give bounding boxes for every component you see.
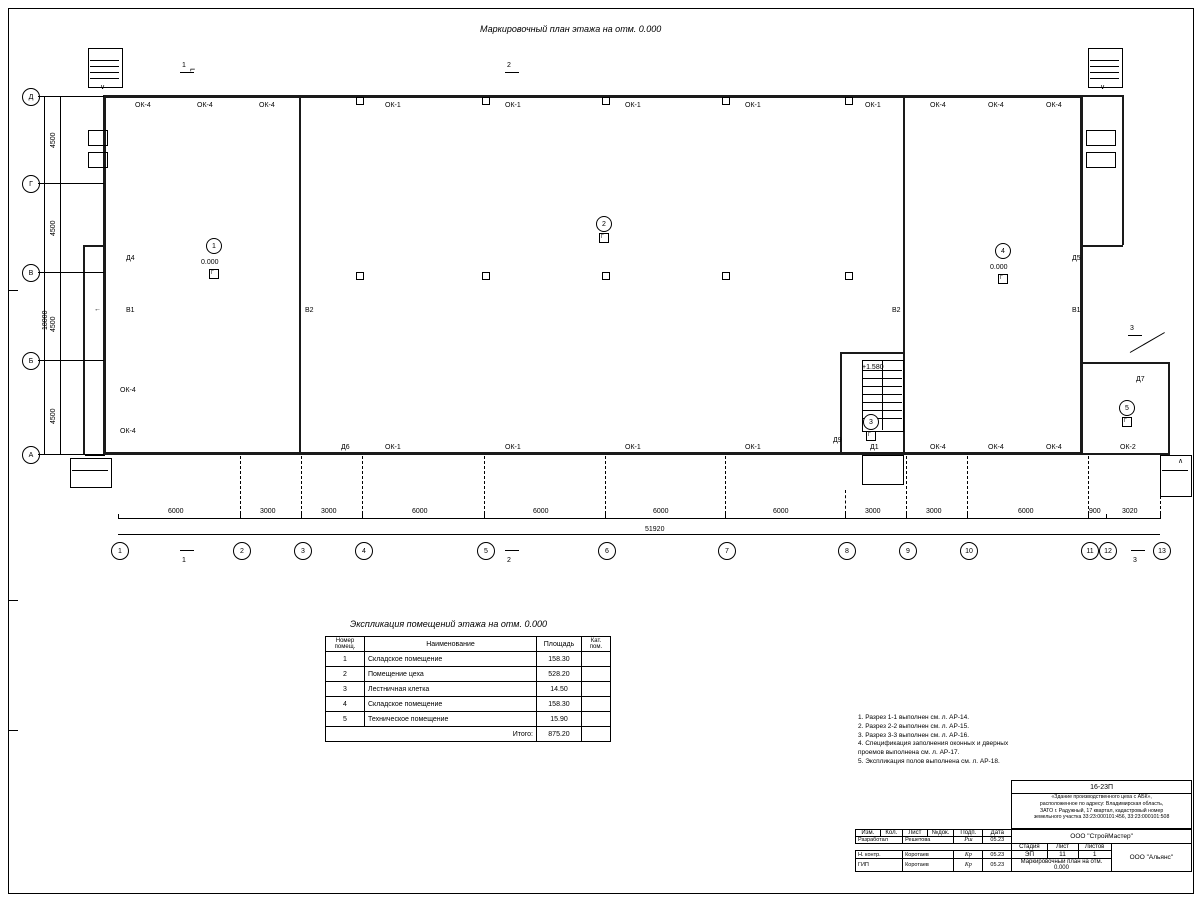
table-row <box>326 652 611 667</box>
partition-axis-3 <box>299 95 301 455</box>
cell-cat <box>582 667 611 682</box>
door-label-d5: Д5 <box>1072 255 1081 262</box>
axis-label-v: В <box>22 264 40 282</box>
window-label-top-9: ОК-4 <box>930 102 946 109</box>
room-cat-5: Г <box>1124 418 1127 424</box>
note-4: 4. Спецификация заполнения оконных и дверных <box>858 740 1009 748</box>
vdim-tick-5 <box>56 454 64 455</box>
cell-no: 3 <box>326 682 365 697</box>
stamp-role-2: ГИП <box>856 859 903 872</box>
cell-area: 14.50 <box>537 682 582 697</box>
gate-label-b1-left: В1 <box>126 307 135 314</box>
notes-block <box>858 714 1008 767</box>
hdim-tick <box>1106 514 1107 519</box>
partition-tech-left <box>1083 362 1169 364</box>
window-label-bottom-3: ОК-1 <box>625 444 641 451</box>
stamp-code: 16-23П <box>1012 781 1192 794</box>
wall-right-annex-side <box>1122 95 1124 245</box>
axis-dash-3 <box>301 456 302 514</box>
wall-right-annex-bot <box>1083 245 1123 247</box>
vdim-tick-4 <box>56 360 64 361</box>
stair-top-right <box>1088 48 1123 88</box>
section-line-3-bottom <box>1131 550 1145 551</box>
stamp-sheet-header: Лист <box>1047 844 1078 851</box>
axis-label-10: 10 <box>960 542 978 560</box>
hdim-tick <box>301 514 302 519</box>
hdim-tick <box>906 514 907 519</box>
cell-name: Помещение цеха <box>365 667 537 682</box>
room-level-1: 0.000 <box>201 259 219 266</box>
axis-dash-5 <box>484 456 485 514</box>
axis-label-b: Б <box>22 352 40 370</box>
window-label-top-2: ОК-4 <box>197 102 213 109</box>
stamp-object-l1: «Здание производственного цеха с АБК», <box>1051 794 1152 800</box>
section-arrow-1-top: ⌐ <box>190 64 196 74</box>
stamp-col-data: Дата <box>983 830 1012 837</box>
total-cat <box>582 727 611 742</box>
gate-label-b2-left: В2 <box>305 307 314 314</box>
column <box>602 97 610 105</box>
room-marker-1: 1 <box>206 238 222 254</box>
hdim-tick <box>605 514 606 519</box>
porch-br-arrow: ∧ <box>1178 458 1184 465</box>
axis-dash-11 <box>1088 456 1089 514</box>
axis-dash-9 <box>906 456 907 514</box>
axis-label-8: 8 <box>838 542 856 560</box>
axis-label-9: 9 <box>899 542 917 560</box>
hdim-value-1: 6000 <box>168 508 184 515</box>
section-mark-1-top: 1 <box>182 62 186 69</box>
vdim-tick-2 <box>56 183 64 184</box>
left-fold-mark-3 <box>8 730 18 731</box>
axis-label-12: 12 <box>1099 542 1117 560</box>
room-cat-1: Г <box>211 270 214 276</box>
left-room-upper <box>88 130 108 146</box>
room-marker-3: 3 <box>863 414 879 430</box>
window-label-top-4: ОК-1 <box>385 102 401 109</box>
room-marker-2: 2 <box>596 216 612 232</box>
hdim-value-7: 6000 <box>773 508 789 515</box>
hdim-value-6: 6000 <box>653 508 669 515</box>
title-block <box>855 780 1192 872</box>
column <box>482 272 490 280</box>
stamp-object-row <box>856 794 1192 829</box>
stair-landing <box>862 455 904 485</box>
stamp-object-l3: ЗАТО г. Радужный, 17 квартал, кадастровый номер <box>1040 807 1164 814</box>
window-label-bottom-5: ОК-4 <box>930 444 946 451</box>
cell-name: Техническое помещение <box>365 712 537 727</box>
vdim-value-1: 4500 <box>50 132 57 148</box>
stamp-role-1: Н. контр. <box>856 851 903 859</box>
wall-bottom <box>103 452 1083 455</box>
window-label-bottom-7: ОК-4 <box>1046 444 1062 451</box>
stamp-object <box>1012 794 1192 829</box>
window-label-left-2: ОК-4 <box>120 428 136 435</box>
porch-br-step <box>1162 470 1188 471</box>
table-row <box>326 667 611 682</box>
cell-cat <box>582 652 611 667</box>
stair-tl-step2 <box>90 66 119 67</box>
window-label-top-3: ОК-4 <box>259 102 275 109</box>
axis-leader-b <box>38 360 104 361</box>
stamp-object-l4: земельного участка 33:23:000101:456, 33:23:000101:508 <box>1033 814 1170 821</box>
axis-dash-6 <box>605 456 606 514</box>
door-label-d7: Д7 <box>1136 376 1145 383</box>
axis-label-a: А <box>22 446 40 464</box>
vdim-value-2: 4500 <box>50 220 57 236</box>
hdim-tick <box>725 514 726 519</box>
porch-bottom-left <box>70 458 112 488</box>
axis-dash-4 <box>362 456 363 514</box>
cell-cat <box>582 712 611 727</box>
cell-name: Складское помещение <box>365 697 537 712</box>
explication-header-cat: Кат. пом. <box>582 637 611 652</box>
axis-dash-10 <box>967 456 968 514</box>
stamp-col-izm: Изм. <box>856 830 881 837</box>
note-1: 1. Разрез 1-1 выполнен см. л. АР-14. <box>858 714 970 721</box>
stamp-name-1: Коротаев <box>903 851 954 859</box>
axis-label-13: 13 <box>1153 542 1171 560</box>
cell-name: Складское помещение <box>365 652 537 667</box>
door-label-d4: Д4 <box>126 255 135 262</box>
window-label-top-8: ОК-1 <box>865 102 881 109</box>
section-line-1-bottom <box>180 550 194 551</box>
window-label-top-7: ОК-1 <box>745 102 761 109</box>
cell-no: 1 <box>326 652 365 667</box>
stamp-sheets-value: 1 <box>1078 851 1111 859</box>
axis-label-7: 7 <box>718 542 736 560</box>
cell-area: 15.90 <box>537 712 582 727</box>
axis-dash-2 <box>240 456 241 514</box>
stamp-stage-row <box>856 844 1192 851</box>
explication-header-no: Номер помещ. <box>326 637 365 652</box>
explication-header-area: Площадь <box>537 637 582 652</box>
stamp-name-2: Коротаев <box>903 859 954 872</box>
stair-tr-step4 <box>1090 78 1119 79</box>
note-3: 3. Разрез 3-3 выполнен см. л. АР-16. <box>858 731 970 739</box>
axis-label-d: Д <box>22 88 40 106</box>
stair-tr-step1 <box>1090 60 1119 61</box>
axis-label-5: 5 <box>477 542 495 560</box>
hdim-total: 51920 <box>645 526 665 533</box>
stair-tl-arrow: ∨ <box>100 84 106 91</box>
cell-area: 528.20 <box>537 667 582 682</box>
room-marker-5: 5 <box>1119 400 1135 416</box>
axis-label-3: 3 <box>294 542 312 560</box>
stair-tr-step3 <box>1090 72 1119 73</box>
cell-area: 158.30 <box>537 652 582 667</box>
stair-top-left <box>88 48 123 88</box>
cell-name: Лестничная клетка <box>365 682 537 697</box>
cell-cat <box>582 682 611 697</box>
hdim-tick <box>967 514 968 519</box>
axis-label-6: 6 <box>598 542 616 560</box>
stamp-col-podp: Подп. <box>954 830 983 837</box>
hdim-value-8: 3000 <box>865 508 881 515</box>
stamp-sign-2: Кр <box>954 859 983 872</box>
hdim-value-12: 3020 <box>1122 508 1138 515</box>
cell-no: 4 <box>326 697 365 712</box>
window-label-bottom-6: ОК-4 <box>988 444 1004 451</box>
partition-tech-bottom <box>1083 453 1169 455</box>
explication-title: Экспликация помещений этажа на отм. 0.000 <box>350 619 547 629</box>
stamp-sign-1: Кр <box>954 851 983 859</box>
window-label-top-5: ОК-1 <box>505 102 521 109</box>
stair-tl-step1 <box>90 60 119 61</box>
axis-label-11: 11 <box>1081 542 1099 560</box>
left-margin-line <box>8 8 9 892</box>
axis-label-1: 1 <box>111 542 129 560</box>
hdim-tick <box>362 514 363 519</box>
hdim-value-9: 3000 <box>926 508 942 515</box>
stair-tr-arrow: ∨ <box>1100 84 1106 91</box>
explication-header-row <box>326 637 611 652</box>
stair-tl-step4 <box>90 78 119 79</box>
table-row <box>326 712 611 727</box>
column <box>482 97 490 105</box>
left-annex-side <box>83 245 85 455</box>
room-level-4: 0.000 <box>990 264 1008 271</box>
hdim-tick <box>118 514 119 519</box>
stamp-columns-row <box>856 830 1192 837</box>
section-mark-2-bottom: 2 <box>507 557 511 564</box>
window-label-top-10: ОК-4 <box>988 102 1004 109</box>
left-fold-mark-2 <box>8 600 18 601</box>
stamp-role-0: Разработал <box>856 837 903 844</box>
section-mark-2-top: 2 <box>507 62 511 69</box>
total-value: 875.20 <box>537 727 582 742</box>
room-marker-4: 4 <box>995 243 1011 259</box>
window-label-top-1: ОК-4 <box>135 102 151 109</box>
section-mark-3-bottom: 3 <box>1133 557 1137 564</box>
axis-leader-a <box>38 454 104 455</box>
hdim-tick <box>484 514 485 519</box>
section-line-2-top <box>505 72 519 73</box>
column <box>602 272 610 280</box>
column <box>845 97 853 105</box>
column <box>722 272 730 280</box>
note-5: проемов выполнена см. л. АР-17. <box>858 749 960 757</box>
axis-leader-v <box>38 272 104 273</box>
wall-left <box>103 95 106 455</box>
right-room-upper2 <box>1086 152 1116 168</box>
hdim-chain <box>118 518 1160 519</box>
stamp-sheets-header: Листов <box>1078 844 1111 851</box>
note-6: 5. Экспликация полов выполнена см. л. АР-18. <box>858 757 1000 765</box>
sheet-border <box>8 8 1194 894</box>
stamp-org: ООО "Альянс" <box>1111 844 1191 872</box>
left-fold-mark-1 <box>8 290 18 291</box>
axis-dash-8 <box>845 490 846 514</box>
vdim-total: 18000 <box>42 310 49 330</box>
porch-bottom-right <box>1160 455 1192 497</box>
vdim-tick-3 <box>56 272 64 273</box>
wall-right <box>1080 95 1083 455</box>
section-mark-3-right: 3 <box>1130 325 1134 332</box>
axis-dash-7 <box>725 456 726 514</box>
cell-no: 5 <box>326 712 365 727</box>
axis-label-4: 4 <box>355 542 373 560</box>
room-level-3: +1.580 <box>862 364 884 371</box>
porch-bl-step <box>72 470 108 471</box>
column <box>845 272 853 280</box>
gate-label-b1-right: В1 <box>1072 307 1081 314</box>
hdim-value-11: 900 <box>1089 508 1101 515</box>
stair-tr-step2 <box>1090 66 1119 67</box>
table-row <box>326 682 611 697</box>
door-label-d1: Д1 <box>870 444 879 451</box>
vdim-total-line <box>44 96 45 454</box>
wall-right-annex-top <box>1083 95 1123 97</box>
room-cat-4: Г <box>1000 275 1003 281</box>
section-mark-1-bottom: 1 <box>182 557 186 564</box>
left-corridor-line <box>85 455 105 456</box>
hdim-value-4: 6000 <box>412 508 428 515</box>
explication-total-row <box>326 727 611 742</box>
hdim-value-2: 3000 <box>260 508 276 515</box>
window-label-bottom-2: ОК-1 <box>505 444 521 451</box>
stair-tl-step3 <box>90 72 119 73</box>
room-cat-2: Г <box>601 234 604 240</box>
column <box>356 97 364 105</box>
left-room-upper2 <box>88 152 108 168</box>
stamp-col-kol: Кол. <box>880 830 902 837</box>
axis-label-g: Г <box>22 175 40 193</box>
door-label-d6: Д6 <box>341 444 350 451</box>
hdim-value-10: 6000 <box>1018 508 1034 515</box>
stamp-col-list: Лист <box>903 830 928 837</box>
plan-title: Маркировочный план этажа на отм. 0.000 <box>480 24 662 34</box>
column <box>356 272 364 280</box>
hdim-tick <box>1160 514 1161 519</box>
stamp-col-ndoc: №док. <box>927 830 954 837</box>
cell-cat <box>582 697 611 712</box>
hdim-value-5: 6000 <box>533 508 549 515</box>
explication-header-name: Наименование <box>365 637 537 652</box>
hdim-value-3: 3000 <box>321 508 337 515</box>
hdim-total-line <box>118 534 1160 535</box>
axis-leader-g <box>38 183 104 184</box>
stamp-date-1: 05.23 <box>983 851 1012 859</box>
vdim-tick-1 <box>56 96 64 97</box>
stamp-object-l2: расположенное по адресу: Владимирская область, <box>1039 800 1164 807</box>
stamp-stage-value: ЭП <box>1012 851 1047 859</box>
hdim-tick <box>240 514 241 519</box>
gate-arrow-left: ← <box>94 306 101 313</box>
window-label-bottom-8: ОК-2 <box>1120 444 1136 451</box>
axis-label-2: 2 <box>233 542 251 560</box>
stamp-stage-header: Стадия <box>1012 844 1047 851</box>
table-row <box>326 697 611 712</box>
stamp-date-0: 05.23 <box>983 837 1012 844</box>
cell-no: 2 <box>326 667 365 682</box>
window-label-bottom-1: ОК-1 <box>385 444 401 451</box>
partition-tech-right <box>1168 362 1170 455</box>
cell-area: 158.30 <box>537 697 582 712</box>
wall-top <box>103 95 1083 98</box>
hdim-tick <box>845 514 846 519</box>
section-line-3-right <box>1128 335 1142 336</box>
gate-label-b2-right: В2 <box>892 307 901 314</box>
stamp-sheet-value: 11 <box>1047 851 1078 859</box>
left-annex-outline <box>83 245 105 247</box>
door-label-d9: Д9 <box>833 437 842 444</box>
stamp-sheet-title: Маркировочный план на отм. 0.000 <box>1012 859 1112 872</box>
window-label-top-11: ОК-4 <box>1046 102 1062 109</box>
axis-dash-13 <box>1160 496 1161 514</box>
partition-stair-top <box>840 352 904 354</box>
vdim-value-4: 4500 <box>50 408 57 424</box>
stamp-company: ООО "СтройМастер" <box>1012 830 1192 844</box>
stamp-code-row <box>856 781 1192 794</box>
window-label-bottom-4: ОК-1 <box>745 444 761 451</box>
stamp-name-0: Решетова <box>903 837 954 844</box>
column <box>722 97 730 105</box>
vdim-value-3: 4500 <box>50 316 57 332</box>
window-label-top-6: ОК-1 <box>625 102 641 109</box>
stamp-sign-0: Рш <box>954 837 983 844</box>
vdim-chain <box>60 96 61 454</box>
axis-leader-d <box>38 96 104 97</box>
total-label: Итого: <box>326 727 537 742</box>
window-label-left-1: ОК-4 <box>120 387 136 394</box>
stamp-date-2: 05.23 <box>983 859 1012 872</box>
room-cat-3: Г <box>868 432 871 438</box>
note-2: 2. Разрез 2-2 выполнен см. л. АР-15. <box>858 722 970 730</box>
right-room-upper <box>1086 130 1116 146</box>
explication-table <box>325 636 611 742</box>
section-line-2-bottom <box>505 550 519 551</box>
